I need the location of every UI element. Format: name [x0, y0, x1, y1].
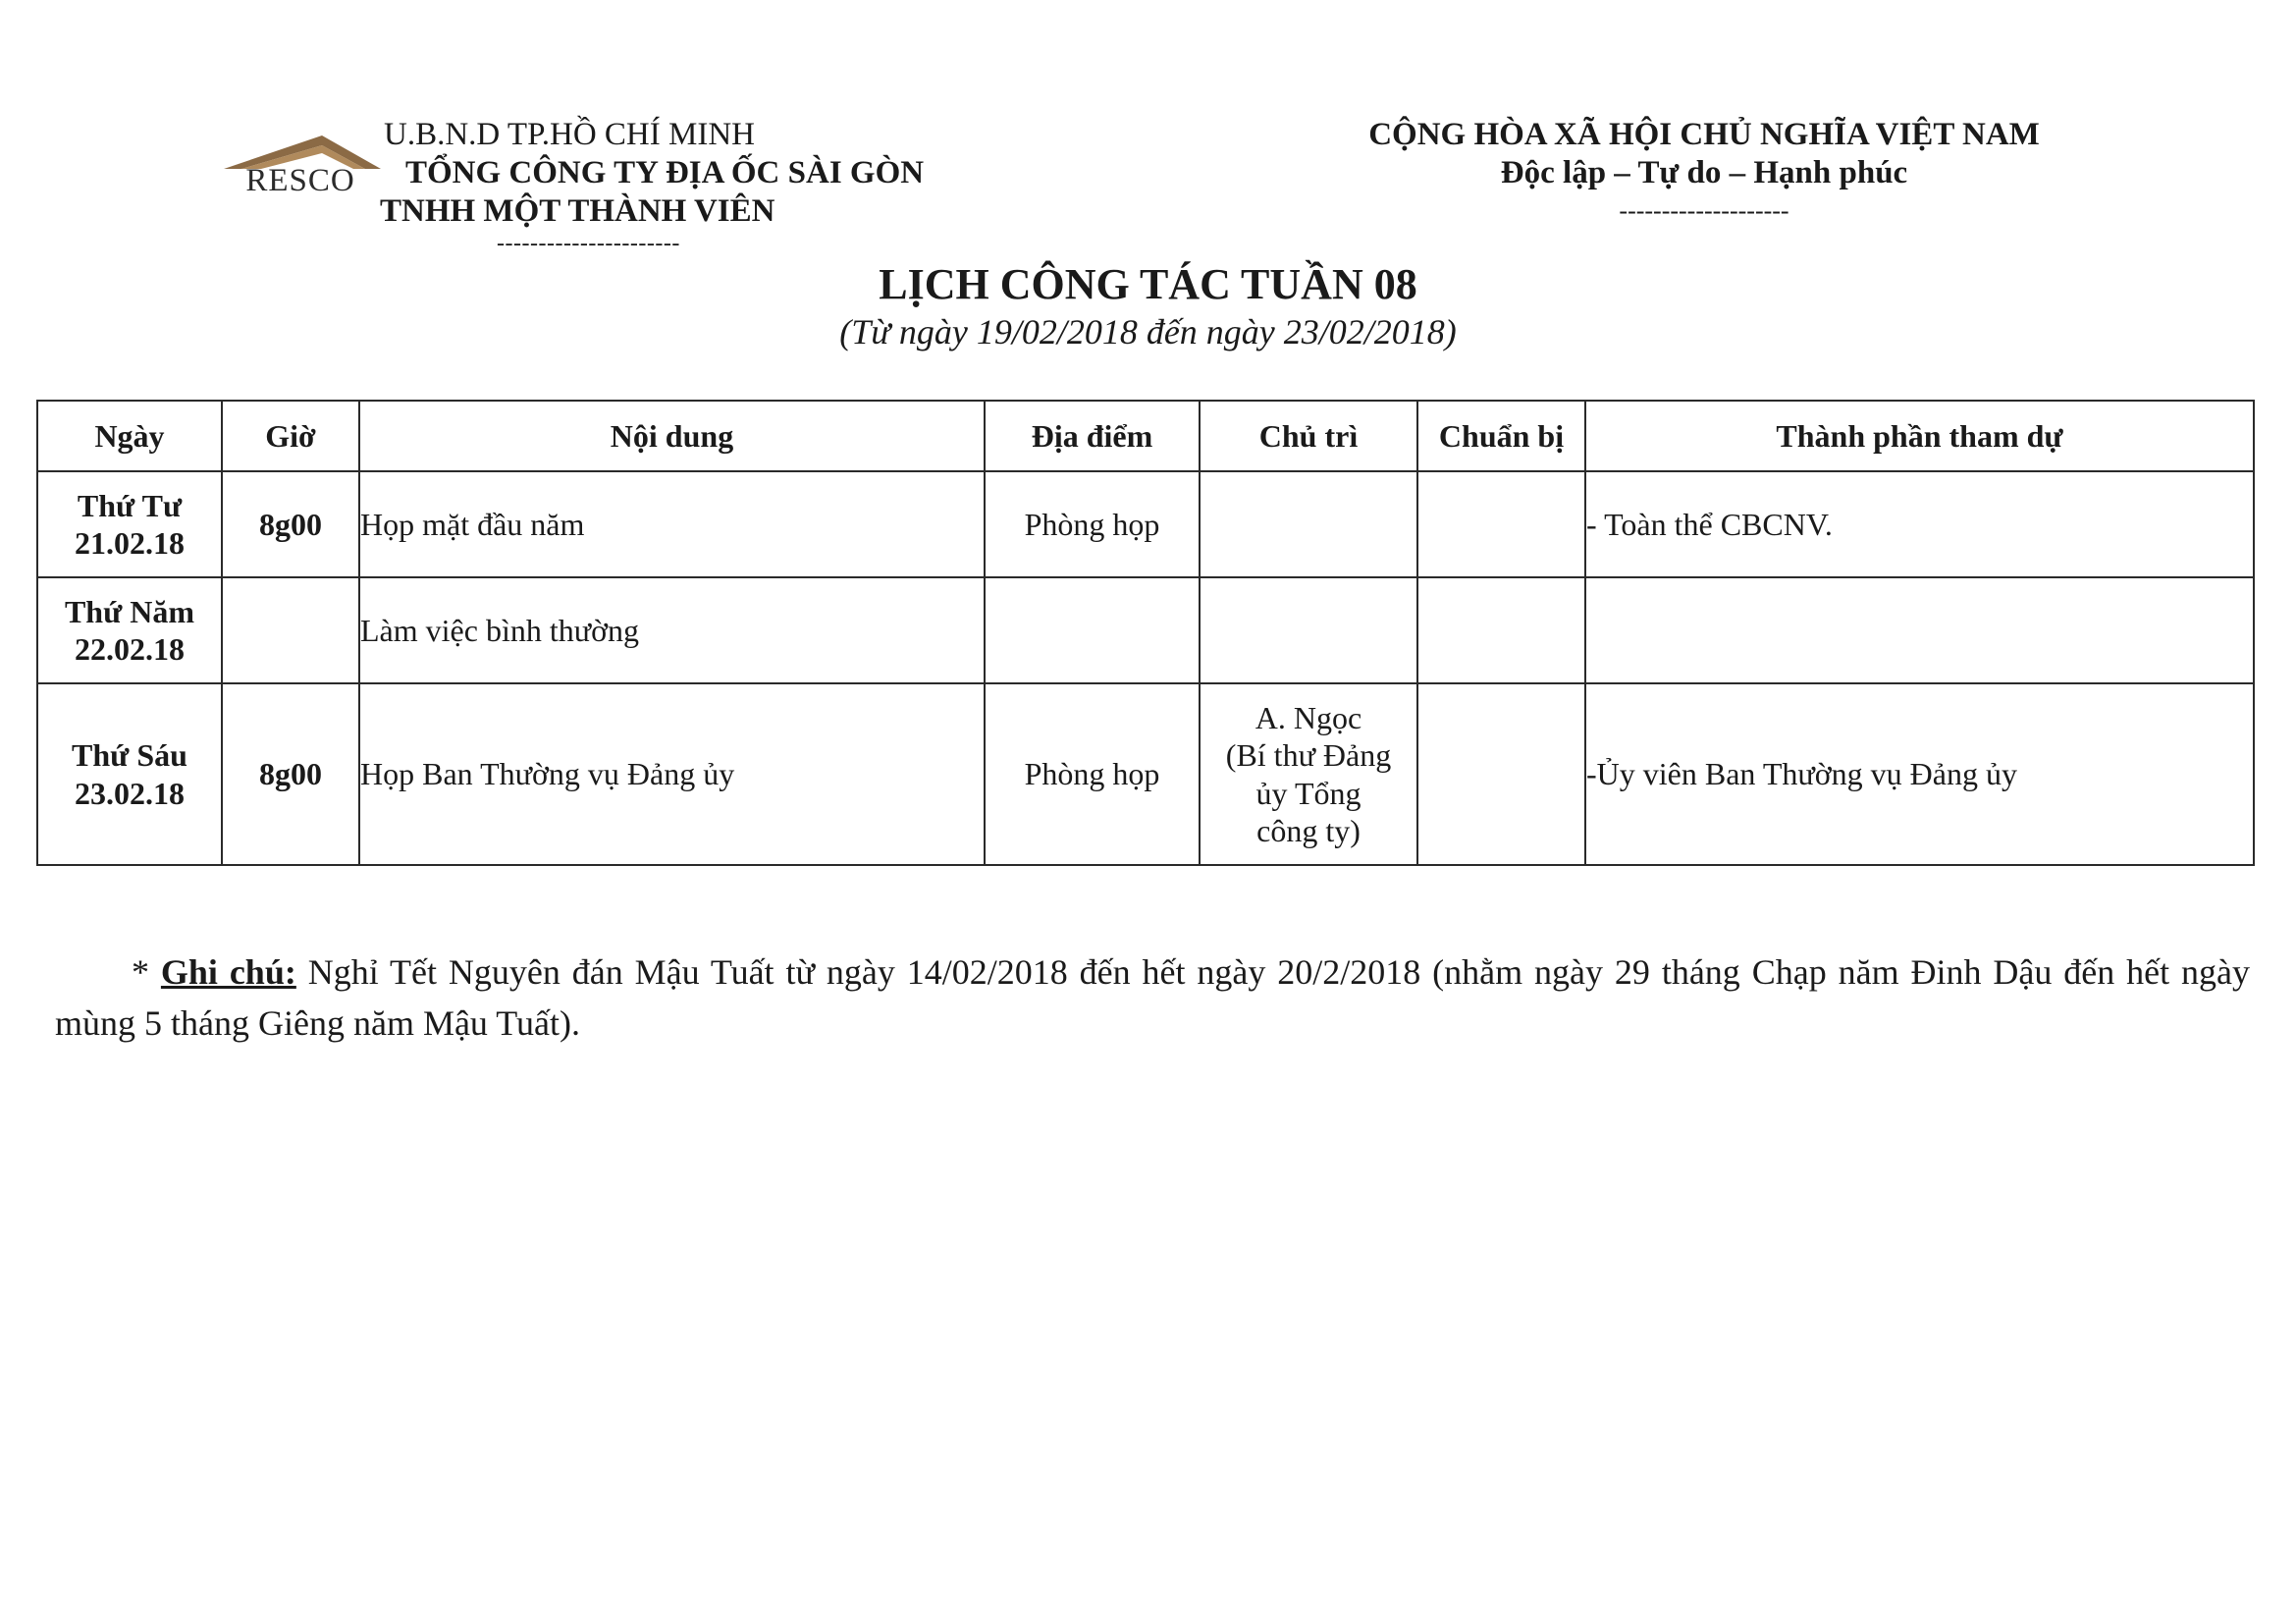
org-type: TNHH MỘT THÀNH VIÊN	[380, 193, 775, 229]
day-cell	[37, 683, 222, 865]
chair-line: (Bí thư Đảng	[1225, 737, 1392, 774]
preparation-cell	[1417, 683, 1585, 865]
footnote	[55, 947, 2250, 1049]
table-row	[37, 683, 2254, 865]
content-cell: Làm việc bình thường	[359, 577, 985, 683]
chair-cell	[1200, 577, 1417, 683]
org-name: TỔNG CÔNG TY ĐỊA ỐC SÀI GÒN	[405, 155, 925, 190]
nation-heading: CỘNG HÒA XÃ HỘI CHỦ NGHĨA VIỆT NAM	[1368, 117, 2040, 152]
header-time: Giờ	[222, 401, 359, 471]
attendees-cell	[1585, 577, 2254, 683]
preparation-cell	[1417, 471, 1585, 577]
date-range: (Từ ngày 19/02/2018 đến ngày 23/02/2018)	[839, 312, 1457, 352]
header-location: Địa điểm	[985, 401, 1200, 471]
attendees-cell: -Ủy viên Ban Thường vụ Đảng ủy	[1585, 683, 2254, 865]
chair-line: công ty)	[1256, 812, 1361, 848]
national-motto: Độc lập – Tự do – Hạnh phúc	[1500, 155, 1908, 190]
header-day: Ngày	[37, 401, 222, 471]
time-cell: 8g00	[222, 683, 359, 865]
motto-divider: --------------------	[1619, 196, 1789, 225]
content-cell: Họp mặt đầu năm	[359, 471, 985, 577]
weekday: Thứ Năm	[64, 593, 195, 629]
chair-line: ủy Tổng	[1255, 775, 1362, 811]
table-row	[37, 471, 2254, 577]
time-cell: 8g00	[222, 471, 359, 577]
header-preparation: Chuẩn bị	[1417, 401, 1585, 471]
header-content: Nội dung	[359, 401, 985, 471]
table-header-row	[37, 401, 2254, 471]
content-cell: Họp Ban Thường vụ Đảng ủy	[359, 683, 985, 865]
date: 22.02.18	[75, 631, 185, 667]
day-cell	[37, 471, 222, 577]
chair-cell	[1200, 471, 1417, 577]
date: 23.02.18	[75, 775, 185, 811]
table-row	[37, 577, 2254, 683]
org-parent: U.B.N.D TP.HỒ CHÍ MINH	[384, 117, 756, 152]
schedule-table	[36, 400, 2255, 866]
attendees-cell: - Toàn thể CBCNV.	[1585, 471, 2254, 577]
date: 21.02.18	[75, 525, 185, 561]
day-cell	[37, 577, 222, 683]
note-label: Ghi chú:	[160, 952, 296, 992]
page-title: LỊCH CÔNG TÁC TUẦN 08	[879, 260, 1417, 308]
logo-text: RESCO	[245, 163, 355, 198]
header-attendees: Thành phần tham dự	[1585, 401, 2254, 471]
weekday: Thứ Sáu	[72, 737, 187, 774]
location-cell: Phòng họp	[985, 471, 1200, 577]
note-text: Nghỉ Tết Nguyên đán Mậu Tuất từ ngày 14/02/2018 đến hết ngày 20/2/2018 (nhằm ngày 29 tháng Chạp năm Đinh Dậu đến hết ngày mùng 5 tháng Giêng năm Mậu Tuất).	[55, 952, 2250, 1043]
note-prefix: *	[132, 952, 161, 992]
location-cell: Phòng họp	[985, 683, 1200, 865]
time-cell	[222, 577, 359, 683]
org-divider: ----------------------	[497, 231, 680, 256]
chair-line: A. Ngọc	[1255, 699, 1362, 735]
weekday: Thứ Tư	[77, 487, 183, 523]
preparation-cell	[1417, 577, 1585, 683]
header-chair: Chủ trì	[1200, 401, 1417, 471]
location-cell	[985, 577, 1200, 683]
resco-logo	[218, 130, 383, 198]
chair-cell	[1200, 683, 1417, 865]
